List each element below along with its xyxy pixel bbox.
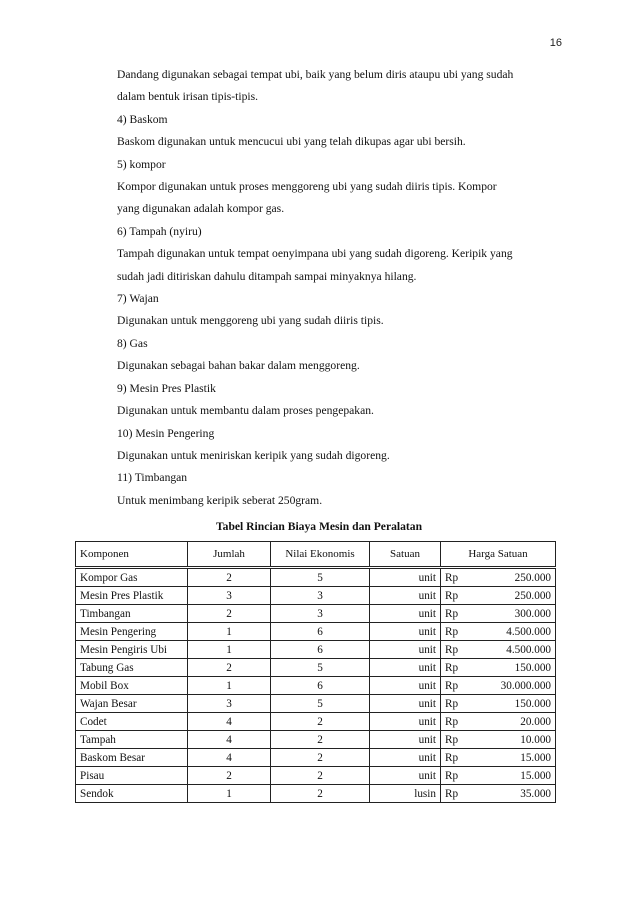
cell-satuan: unit <box>370 623 441 641</box>
cell-harga-satuan <box>441 623 556 641</box>
cell-nilai-ekonomis: 5 <box>271 568 370 587</box>
currency-label: Rp <box>445 661 459 674</box>
currency-label: Rp <box>445 715 459 728</box>
paragraph-line: yang digunakan adalah kompor gas. <box>117 202 285 216</box>
table-header-row <box>76 542 556 568</box>
cell-jumlah: 2 <box>188 568 271 587</box>
paragraph-line: Dandang digunakan sebagai tempat ubi, baik yang belum diris ataupu ubi yang sudah <box>117 68 514 81</box>
paragraph-line: Digunakan untuk meniriskan keripik yang sudah digoreng. <box>117 448 390 462</box>
list-heading-gas: 8) Gas <box>117 336 148 350</box>
price-amount: 10.000 <box>520 733 551 746</box>
table-row <box>76 641 556 659</box>
cell-jumlah: 3 <box>188 695 271 713</box>
cell-komponen: Pisau <box>76 767 188 785</box>
cell-nilai-ekonomis: 2 <box>271 731 370 749</box>
cell-satuan: unit <box>370 677 441 695</box>
price-amount: 4.500.000 <box>506 625 551 638</box>
currency-label: Rp <box>445 769 459 782</box>
list-heading-wajan: 7) Wajan <box>117 292 159 306</box>
cell-jumlah: 3 <box>188 587 271 605</box>
cost-table-wrapper <box>75 541 556 803</box>
cell-harga-satuan <box>441 587 556 605</box>
price-amount: 35.000 <box>520 787 551 800</box>
price-amount: 30.000.000 <box>500 679 551 692</box>
price-amount: 20.000 <box>520 715 551 728</box>
cell-komponen: Mesin Pres Plastik <box>76 587 188 605</box>
cell-satuan: unit <box>370 695 441 713</box>
cell-komponen: Mesin Pengiris Ubi <box>76 641 188 659</box>
paragraph-line: sudah jadi ditiriskan dahulu ditampah sampai minyaknya hilang. <box>117 269 417 283</box>
page-number: 16 <box>549 37 562 49</box>
list-heading-baskom: 4) Baskom <box>117 112 168 126</box>
table-row <box>76 659 556 677</box>
header-jumlah: Jumlah <box>188 542 271 568</box>
paragraph-line: Kompor digunakan untuk proses menggoreng ubi yang sudah diiris tipis. Kompor <box>117 180 497 194</box>
currency-label: Rp <box>445 733 459 746</box>
list-heading-timbangan: 11) Timbangan <box>117 471 188 485</box>
cell-nilai-ekonomis: 5 <box>271 659 370 677</box>
cell-komponen: Mobil Box <box>76 677 188 695</box>
list-heading-mesin-pengering: 10) Mesin Pengering <box>117 426 215 440</box>
header-harga-satuan: Harga Satuan <box>441 542 556 568</box>
cell-nilai-ekonomis: 5 <box>271 695 370 713</box>
cell-jumlah: 2 <box>188 605 271 623</box>
body-text <box>117 64 572 512</box>
paragraph-line: Tampah digunakan untuk tempat oenyimpana ubi yang sudah digoreng. Keripik yang <box>117 247 513 261</box>
price-amount: 150.000 <box>514 697 551 710</box>
cell-satuan: unit <box>370 713 441 731</box>
cell-harga-satuan <box>441 695 556 713</box>
paragraph-line: dalam bentuk irisan tipis-tipis. <box>117 90 259 104</box>
cell-harga-satuan <box>441 568 556 587</box>
cell-satuan: unit <box>370 731 441 749</box>
cell-satuan: unit <box>370 605 441 623</box>
cell-nilai-ekonomis: 2 <box>271 785 370 803</box>
table-row <box>76 731 556 749</box>
cell-harga-satuan <box>441 749 556 767</box>
cell-satuan: unit <box>370 568 441 587</box>
table-row <box>76 695 556 713</box>
list-heading-kompor: 5) kompor <box>117 157 166 171</box>
table-row <box>76 677 556 695</box>
paragraph-line: Digunakan sebagai bahan bakar dalam menggoreng. <box>117 359 360 373</box>
cell-jumlah: 4 <box>188 731 271 749</box>
paragraph-line: Baskom digunakan untuk mencucui ubi yang telah dikupas agar ubi bersih. <box>117 135 466 149</box>
header-satuan: Satuan <box>370 542 441 568</box>
cell-nilai-ekonomis: 3 <box>271 587 370 605</box>
cell-jumlah: 1 <box>188 623 271 641</box>
price-amount: 250.000 <box>514 571 551 584</box>
cell-satuan: unit <box>370 641 441 659</box>
paragraph-line: Digunakan untuk membantu dalam proses pengepakan. <box>117 404 374 418</box>
header-nilai-ekonomis: Nilai Ekonomis <box>271 542 370 568</box>
cell-jumlah: 4 <box>188 713 271 731</box>
currency-label: Rp <box>445 679 459 692</box>
table-row <box>76 605 556 623</box>
cell-jumlah: 4 <box>188 749 271 767</box>
cell-harga-satuan <box>441 767 556 785</box>
cell-komponen: Timbangan <box>76 605 188 623</box>
cell-komponen: Kompor Gas <box>76 568 188 587</box>
currency-label: Rp <box>445 697 459 710</box>
cell-komponen: Tabung Gas <box>76 659 188 677</box>
table-body <box>76 568 556 803</box>
cell-harga-satuan <box>441 713 556 731</box>
table-row <box>76 713 556 731</box>
currency-label: Rp <box>445 589 459 602</box>
cell-nilai-ekonomis: 2 <box>271 713 370 731</box>
cell-komponen: Tampah <box>76 731 188 749</box>
cell-jumlah: 1 <box>188 677 271 695</box>
cell-jumlah: 2 <box>188 659 271 677</box>
currency-label: Rp <box>445 643 459 656</box>
cell-komponen: Baskom Besar <box>76 749 188 767</box>
price-amount: 300.000 <box>514 607 551 620</box>
cell-satuan: unit <box>370 767 441 785</box>
cell-satuan: unit <box>370 587 441 605</box>
cell-harga-satuan <box>441 677 556 695</box>
table-row <box>76 568 556 587</box>
cell-harga-satuan <box>441 731 556 749</box>
cell-harga-satuan <box>441 659 556 677</box>
price-amount: 15.000 <box>520 769 551 782</box>
cell-jumlah: 2 <box>188 767 271 785</box>
cell-nilai-ekonomis: 2 <box>271 767 370 785</box>
cell-jumlah: 1 <box>188 641 271 659</box>
cell-satuan: unit <box>370 749 441 767</box>
paragraph-line: Untuk menimbang keripik seberat 250gram. <box>117 493 323 507</box>
paragraph-line: Digunakan untuk menggoreng ubi yang sudah diiris tipis. <box>117 314 384 328</box>
cell-harga-satuan <box>441 785 556 803</box>
cell-nilai-ekonomis: 6 <box>271 641 370 659</box>
list-heading-mesin-pres: 9) Mesin Pres Plastik <box>117 381 216 395</box>
cell-nilai-ekonomis: 6 <box>271 623 370 641</box>
cell-satuan: unit <box>370 659 441 677</box>
cell-nilai-ekonomis: 2 <box>271 749 370 767</box>
table-row <box>76 749 556 767</box>
cell-nilai-ekonomis: 6 <box>271 677 370 695</box>
price-amount: 150.000 <box>514 661 551 674</box>
cell-jumlah: 1 <box>188 785 271 803</box>
currency-label: Rp <box>445 751 459 764</box>
price-amount: 4.500.000 <box>506 643 551 656</box>
price-amount: 250.000 <box>514 589 551 602</box>
cell-harga-satuan <box>441 605 556 623</box>
list-heading-tampah: 6) Tampah (nyiru) <box>117 224 202 238</box>
currency-label: Rp <box>445 625 459 638</box>
table-title: Tabel Rincian Biaya Mesin dan Peralatan <box>215 520 423 533</box>
cell-komponen: Wajan Besar <box>76 695 188 713</box>
header-komponen: Komponen <box>76 542 188 568</box>
table-row <box>76 767 556 785</box>
cell-komponen: Sendok <box>76 785 188 803</box>
currency-label: Rp <box>445 607 459 620</box>
cell-komponen: Codet <box>76 713 188 731</box>
currency-label: Rp <box>445 787 459 800</box>
currency-label: Rp <box>445 571 459 584</box>
price-amount: 15.000 <box>520 751 551 764</box>
table-row <box>76 785 556 803</box>
cost-table <box>75 541 556 803</box>
cell-komponen: Mesin Pengering <box>76 623 188 641</box>
cell-harga-satuan <box>441 641 556 659</box>
table-row <box>76 587 556 605</box>
cell-satuan: lusin <box>370 785 441 803</box>
cell-nilai-ekonomis: 3 <box>271 605 370 623</box>
table-row <box>76 623 556 641</box>
